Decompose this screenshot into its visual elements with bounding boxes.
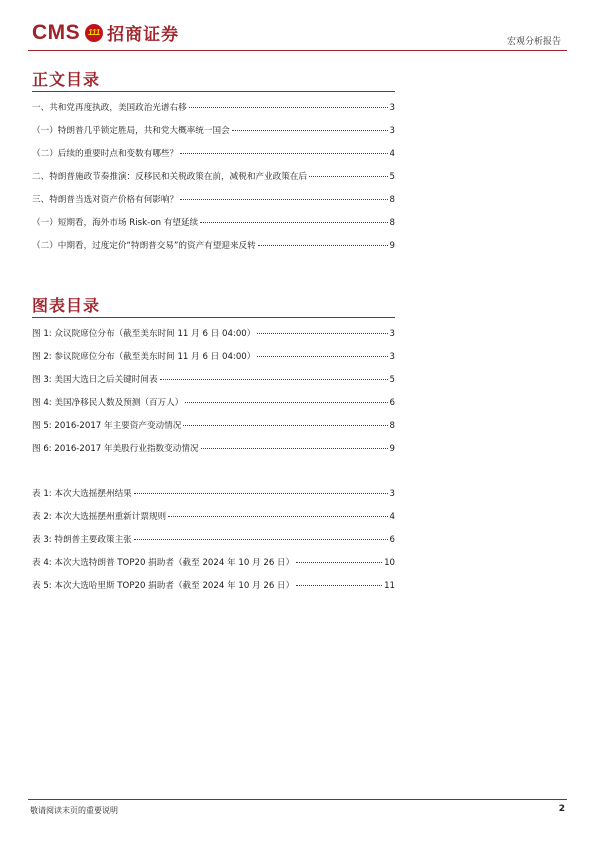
dot-leader xyxy=(134,539,388,540)
toc-entry-page: 3 xyxy=(389,126,395,136)
dot-leader xyxy=(168,516,387,517)
figure-entry[interactable] xyxy=(32,373,395,389)
report-type: 宏观分析报告 xyxy=(506,37,561,47)
figures-title-divider xyxy=(32,317,395,318)
figure-entry[interactable] xyxy=(32,442,395,458)
toc-entry-text: 二、特朗普施政节奏推演：反移民和关税政策在前，减税和产业政策在后 xyxy=(32,172,308,182)
logo-company-name: 招商证券 xyxy=(107,25,180,45)
figure-entry-page: 5 xyxy=(389,375,395,385)
dot-leader xyxy=(257,333,387,334)
toc-entry-text: （二）中期看，过度定价“特朗普交易”的资产有望迎来反转 xyxy=(32,241,256,251)
toc-entry[interactable] xyxy=(32,239,395,255)
figure-entry-text: 图 5: 2016-2017 年主要资产变动情况 xyxy=(32,421,182,431)
figures-title: 图表目录 xyxy=(32,296,101,315)
toc-entry-text: 三、特朗普当选对资产价格有何影响？ xyxy=(32,195,179,205)
toc-title: 正文目录 xyxy=(32,70,101,89)
dot-leader xyxy=(201,448,388,449)
table-entry-text: 表 1: 本次大选摇摆州结果 xyxy=(32,489,132,499)
toc-title-divider xyxy=(32,91,395,92)
toc-entry[interactable] xyxy=(32,193,395,209)
figure-entry-text: 图 3: 美国大选日之后关键时间表 xyxy=(32,375,158,385)
table-entry-page: 3 xyxy=(389,489,395,499)
figure-entry[interactable] xyxy=(32,396,395,412)
dot-leader xyxy=(232,130,388,131)
figure-entry-text: 图 1: 众议院席位分布（截至美东时间 11 月 6 日 04:00） xyxy=(32,329,256,339)
figure-entry[interactable] xyxy=(32,327,395,343)
table-entry-page: 10 xyxy=(384,558,395,568)
dot-leader xyxy=(309,176,388,177)
figure-entry-page: 6 xyxy=(389,398,395,408)
footer-disclaimer: 敬请阅读末页的重要说明 xyxy=(30,806,118,815)
figure-entry-text: 图 4: 美国净移民人数及预测（百万人） xyxy=(32,398,184,408)
figure-entry[interactable] xyxy=(32,350,395,366)
dot-leader xyxy=(180,153,387,154)
toc-entry[interactable] xyxy=(32,216,395,232)
figure-entry-text: 图 6: 2016-2017 年美股行业指数变动情况 xyxy=(32,444,199,454)
table-entry-page: 4 xyxy=(389,512,395,522)
figure-entry-text: 图 2: 参议院席位分布（截至美东时间 11 月 6 日 04:00） xyxy=(32,352,256,362)
footer-divider xyxy=(28,799,567,800)
figure-entry-page: 8 xyxy=(389,421,395,431)
figure-entry[interactable] xyxy=(32,419,395,435)
toc-entry[interactable] xyxy=(32,101,395,117)
dot-leader xyxy=(134,493,388,494)
toc-entry-page: 9 xyxy=(389,241,395,251)
dot-leader xyxy=(296,585,382,586)
logo-cms-text: CMS xyxy=(32,20,81,44)
toc-entry-page: 5 xyxy=(389,172,395,182)
page-header xyxy=(28,14,567,50)
toc-entry[interactable] xyxy=(32,147,395,163)
dot-leader xyxy=(257,356,387,357)
table-entry-text: 表 5: 本次大选哈里斯 TOP20 捐助者（截至 2024 年 10 月 26 日） xyxy=(32,581,295,591)
table-entry[interactable] xyxy=(32,579,395,595)
toc-entry-page: 3 xyxy=(389,103,395,113)
table-entry-page: 6 xyxy=(389,535,395,545)
cms-logo xyxy=(32,20,179,45)
table-entry[interactable] xyxy=(32,556,395,572)
dot-leader xyxy=(200,222,387,223)
toc-entry-page: 8 xyxy=(389,195,395,205)
dot-leader xyxy=(160,379,388,380)
dot-leader xyxy=(296,562,382,563)
figure-entry-page: 3 xyxy=(389,352,395,362)
table-entry-text: 表 2: 本次大选摇摆州重新计票规则 xyxy=(32,512,167,522)
toc-entry-text: （二）后续的重要时点和变数有哪些？ xyxy=(32,149,179,159)
dot-leader xyxy=(180,199,387,200)
toc-entry-text: （一）特朗普几乎锁定胜局，共和党大概率统一国会 xyxy=(32,126,230,136)
toc-entry[interactable] xyxy=(32,124,395,140)
table-entry-text: 表 4: 本次大选特朗普 TOP20 捐助者（截至 2024 年 10 月 26 日） xyxy=(32,558,295,568)
figure-entry-page: 9 xyxy=(389,444,395,454)
dot-leader xyxy=(183,425,387,426)
toc-entry-page: 8 xyxy=(389,218,395,228)
figure-entry-page: 3 xyxy=(389,329,395,339)
header-divider xyxy=(28,50,567,51)
dot-leader xyxy=(258,245,388,246)
table-entry-text: 表 3: 特朗普主要政策主张 xyxy=(32,535,132,545)
toc-entry-text: （一）短期看，海外市场 Risk-on 有望延续 xyxy=(32,218,199,228)
page-number: 2 xyxy=(558,804,565,814)
logo-badge-icon: 111 xyxy=(85,24,103,42)
dot-leader xyxy=(185,402,387,403)
table-entry[interactable] xyxy=(32,533,395,549)
toc-entry-text: 一、共和党再度执政，美国政治光谱右移 xyxy=(32,103,187,113)
toc-entry-page: 4 xyxy=(389,149,395,159)
table-entry-page: 11 xyxy=(384,581,395,591)
dot-leader xyxy=(189,107,388,108)
table-entry[interactable] xyxy=(32,510,395,526)
table-entry[interactable] xyxy=(32,487,395,503)
toc-entry[interactable] xyxy=(32,170,395,186)
